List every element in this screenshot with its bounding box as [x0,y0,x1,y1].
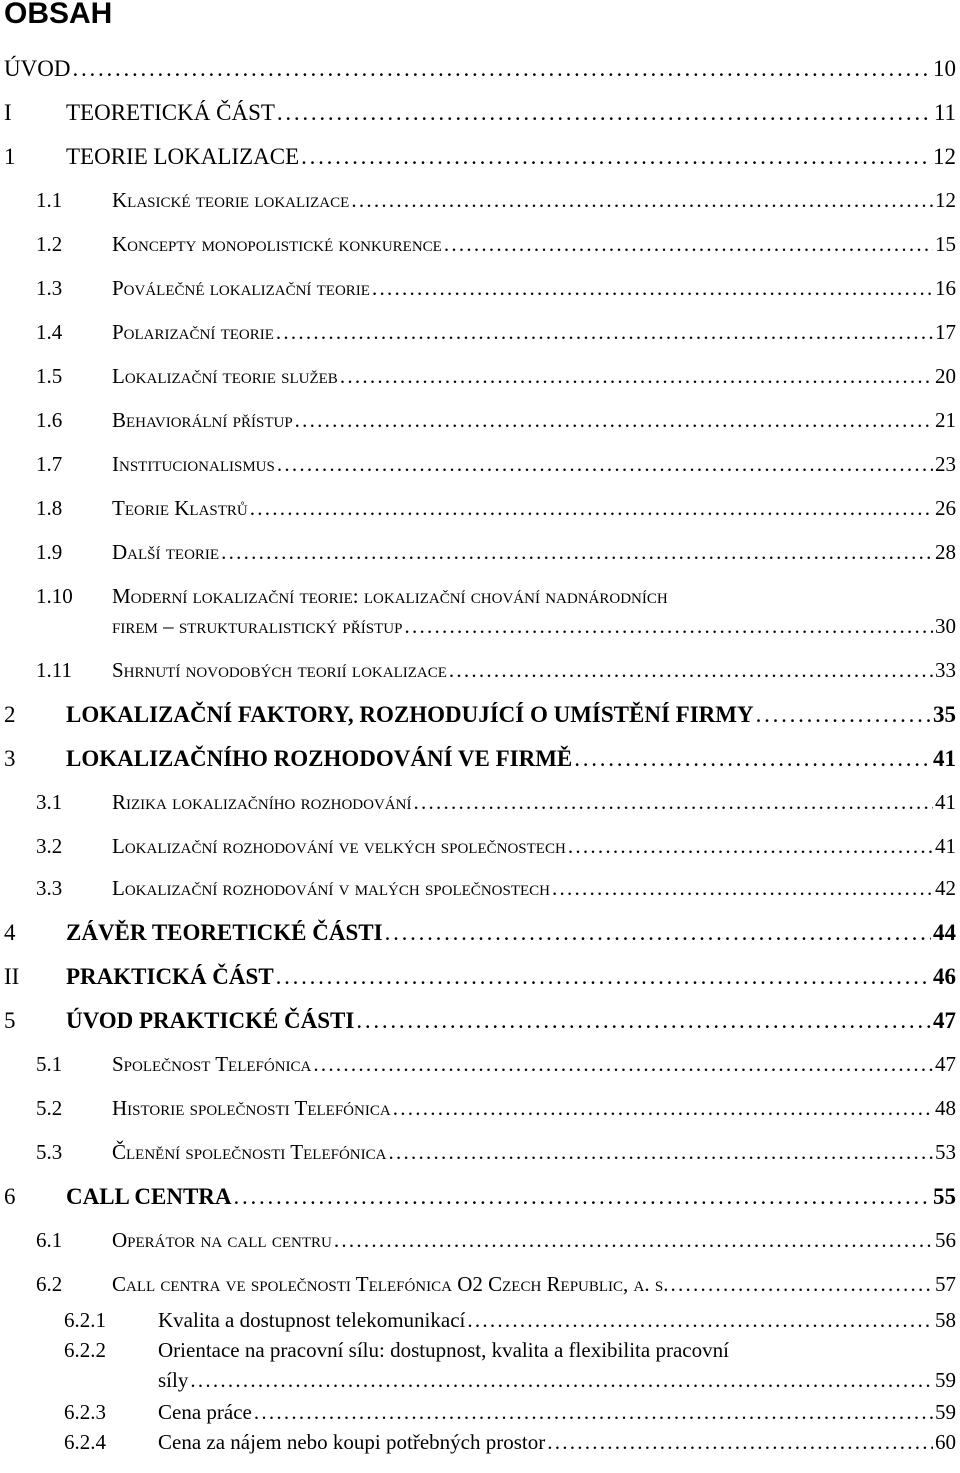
toc-leader-dots [552,876,933,901]
toc-entry-page: 60 [935,1430,956,1454]
toc-entry-title: Lokalizační teorie služeb [112,364,338,388]
toc-entry-title: Cena za nájem nebo koupi potřebných prostor [158,1430,546,1454]
toc-entry-title: ZÁVĚR TEORETICKÉ ČÁSTI [66,920,383,945]
toc-entry-page: 48 [935,1096,956,1120]
toc-entry[interactable] [36,408,956,438]
toc-leader-dots [670,1272,933,1297]
toc-entry-title: Lokalizační rozhodování ve velkých společnostech [112,834,566,858]
toc-leader-dots [295,408,933,433]
toc-entry-page: 55 [933,1184,956,1209]
toc-entry[interactable] [4,100,956,130]
toc-entry[interactable] [4,964,956,994]
toc-entry-title-continued: firem – strukturalistický přístup [112,614,403,638]
toc-leader-dots [276,964,931,990]
toc-leader-dots [190,1368,933,1393]
toc-entry[interactable] [4,920,956,950]
toc-leader-dots [413,790,933,815]
toc-entry-page: 59 [935,1400,956,1424]
toc-leader-dots [351,188,933,213]
toc-entry-page: 41 [935,834,956,858]
toc-entry[interactable] [4,746,956,776]
toc-entry[interactable] [36,834,956,864]
toc-entry-page: 30 [935,614,956,638]
toc-leader-dots [356,1008,931,1034]
toc-leader-dots [372,276,933,301]
toc-entry[interactable] [36,232,956,262]
toc-entry-number: 3 [4,746,16,771]
toc-entry-title: TEORIE LOKALIZACE [66,144,300,169]
toc-entry-number: 3.1 [36,790,63,814]
toc-entry[interactable] [36,364,956,394]
page-title: OBSAH [4,0,113,30]
toc-entry-title: Koncepty monopolistické konkurence [112,232,442,256]
toc-entry-title: Lokalizační rozhodování v malých společnostech [112,876,550,900]
toc-entry-page: 46 [933,964,956,989]
toc-entry-number: 6.1 [36,1228,63,1252]
toc-entry-page: 58 [935,1308,956,1332]
toc-entry-page: 21 [935,408,956,432]
toc-entry-number: 1.2 [36,232,63,256]
toc-entry[interactable] [36,790,956,820]
toc-entry[interactable] [36,1140,956,1170]
toc-entry[interactable] [36,1052,956,1082]
toc-entry-number: 5.3 [36,1140,63,1164]
toc-entry-page: 59 [935,1368,956,1392]
toc-entry-number: 6.2 [36,1272,63,1296]
toc-leader-dots [254,1400,933,1425]
toc-entry[interactable] [36,540,956,570]
toc-entry-number: 3.3 [36,876,63,900]
toc-entry-number: 6 [4,1184,16,1209]
toc-leader-dots [276,320,933,345]
toc-entry-number: 6.2.3 [64,1400,106,1424]
toc-entry-page: 20 [935,364,956,388]
toc-entry[interactable] [36,1228,956,1258]
toc-entry-number: 1.3 [36,276,63,300]
toc-entry-number: 1.10 [36,584,73,608]
toc-entry-continuation[interactable] [112,614,956,644]
toc-entry-number: 5.1 [36,1052,63,1076]
toc-entry-page: 41 [935,790,956,814]
toc-entry-number: 6.2.2 [64,1338,106,1362]
toc-entry-title: Shrnutí novodobých teorií lokalizace [112,658,447,682]
toc-entry-title: CALL CENTRA [66,1184,232,1209]
toc-entry[interactable] [4,56,956,86]
toc-entry-page: 44 [933,920,956,945]
toc-entry[interactable] [36,658,956,688]
toc-entry-page: 11 [933,100,956,125]
toc-entry-page: 28 [935,540,956,564]
toc-entry-page: 16 [935,276,956,300]
toc-leader-dots [277,452,933,477]
toc-leader-dots [568,834,933,859]
toc-entry-number: I [4,100,12,125]
toc-entry-number: 4 [4,920,16,945]
toc-entry-page: 12 [933,144,956,169]
toc-entry[interactable] [4,144,956,174]
toc-entry-number: 1.11 [36,658,72,682]
toc-leader-dots [467,1308,933,1333]
toc-entry-page: 35 [933,702,956,727]
toc-leader-dots [72,56,931,82]
toc-entry-page: 23 [935,452,956,476]
toc-entry-title: Klasické teorie lokalizace [112,188,350,212]
toc-entry-number: 1.5 [36,364,63,388]
toc-entry[interactable] [64,1400,956,1430]
toc-entry-title: Cena práce [158,1400,252,1424]
toc-entry[interactable] [4,702,956,732]
toc-leader-dots [221,540,933,565]
toc-entry[interactable] [36,276,956,306]
toc-entry-title: Kvalita a dostupnost telekomunikací [158,1308,466,1332]
toc-entry-title: LOKALIZAČNÍHO ROZHODOVÁNÍ VE FIRMĚ [66,746,573,771]
toc-entry-number: 5 [4,1008,16,1033]
toc-entry-title: Poválečné lokalizační teorie [112,276,370,300]
toc-entry-number: 1 [4,144,16,169]
toc-entry-page: 56 [935,1228,956,1252]
toc-entry-page: 47 [933,1008,956,1033]
toc-entry-title: Společnost Telefónica [112,1052,312,1076]
toc-leader-dots [388,1140,933,1165]
toc-entry[interactable] [4,1008,956,1038]
toc-leader-dots [547,1430,933,1455]
toc-entry-number: 1.4 [36,320,63,344]
toc-leader-dots [340,364,933,389]
toc-entry-page: 47 [935,1052,956,1076]
toc-entry-page: 57 [935,1272,956,1296]
toc-entry-number: 1.7 [36,452,63,476]
toc-entry[interactable] [64,1338,956,1368]
toc-leader-dots [385,920,931,946]
toc-entry-title: TEORETICKÁ ČÁST [66,100,275,125]
toc-entry-number: 1.1 [36,188,63,212]
toc-entry-title: Členění společnosti Telefónica [112,1140,387,1164]
toc-entry-title: PRAKTICKÁ ČÁST [66,964,274,989]
toc-leader-dots [574,746,931,772]
toc-entry-page: 26 [935,496,956,520]
toc-entry[interactable] [36,188,956,218]
toc-entry-title: Další teorie [112,540,220,564]
toc-entry-page: 17 [935,320,956,344]
toc-entry-page: 33 [935,658,956,682]
toc-entry-number: 5.2 [36,1096,63,1120]
toc-entry-title: ÚVOD PRAKTICKÉ ČÁSTI [66,1008,355,1033]
toc-entry[interactable] [36,1272,956,1302]
toc-leader-dots [756,702,931,728]
toc-entry-continuation[interactable] [158,1368,956,1398]
toc-entry-page: 12 [935,188,956,212]
toc-entry-title: Behaviorální přístup [112,408,293,432]
toc-leader-dots [301,144,931,170]
toc-entry-page: 10 [933,56,956,81]
toc-entry[interactable] [4,1184,956,1214]
toc-entry-number: ÚVOD [4,56,71,81]
toc-leader-dots [444,232,933,257]
toc-entry-title: Rizika lokalizačního rozhodování [112,790,412,814]
toc-entry-number: 6.2.1 [64,1308,106,1332]
toc-entry[interactable] [36,320,956,350]
toc-leader-dots [277,100,932,126]
toc-leader-dots [404,614,933,639]
toc-leader-dots [250,496,933,521]
toc-entry-title: Call centra ve společnosti Telefónica O2 Czech Republic, a. s. [112,1272,669,1296]
toc-leader-dots [334,1228,933,1253]
toc-entry-title: Moderní lokalizační teorie: lokalizační chování nadnárodních [112,584,668,608]
toc-entry[interactable] [36,452,956,482]
toc-entry-title: LOKALIZAČNÍ FAKTORY, ROZHODUJÍCÍ O UMÍSTĚNÍ FIRMY [66,702,754,727]
toc-leader-dots [449,658,933,683]
toc-entry-number: 2 [4,702,16,727]
toc-entry-title: Historie společnosti Telefónica [112,1096,391,1120]
toc-entry-number: II [4,964,20,989]
toc-entry-number: 1.6 [36,408,63,432]
toc-entry-title: Orientace na pracovní sílu: dostupnost, kvalita a flexibilita pracovní [158,1338,729,1362]
toc-entry-number: 1.9 [36,540,63,564]
toc-entry-title: Institucionalismus [112,452,275,476]
toc-leader-dots [393,1096,933,1121]
toc-leader-dots [234,1184,931,1210]
toc-entry-number: 6.2.4 [64,1430,106,1454]
toc-entry-title: Operátor na call centru [112,1228,332,1252]
toc-entry[interactable] [36,876,956,906]
toc-entry-title: Teorie Klastrů [112,496,248,520]
toc-entry-title-continued: síly [158,1368,189,1392]
toc-entry-page: 41 [933,746,956,771]
toc-entry-number: 1.8 [36,496,63,520]
toc-entry[interactable] [36,584,956,614]
toc-leader-dots [313,1052,933,1077]
toc-entry-page: 42 [935,876,956,900]
toc-entry-page: 15 [935,232,956,256]
toc-entry-number: 3.2 [36,834,63,858]
toc-entry[interactable] [64,1308,956,1338]
toc-entry-page: 53 [935,1140,956,1164]
toc-entry[interactable] [36,1096,956,1126]
toc-entry-title: Polarizační teorie [112,320,274,344]
toc-entry[interactable] [64,1430,956,1460]
toc-entry[interactable] [36,496,956,526]
